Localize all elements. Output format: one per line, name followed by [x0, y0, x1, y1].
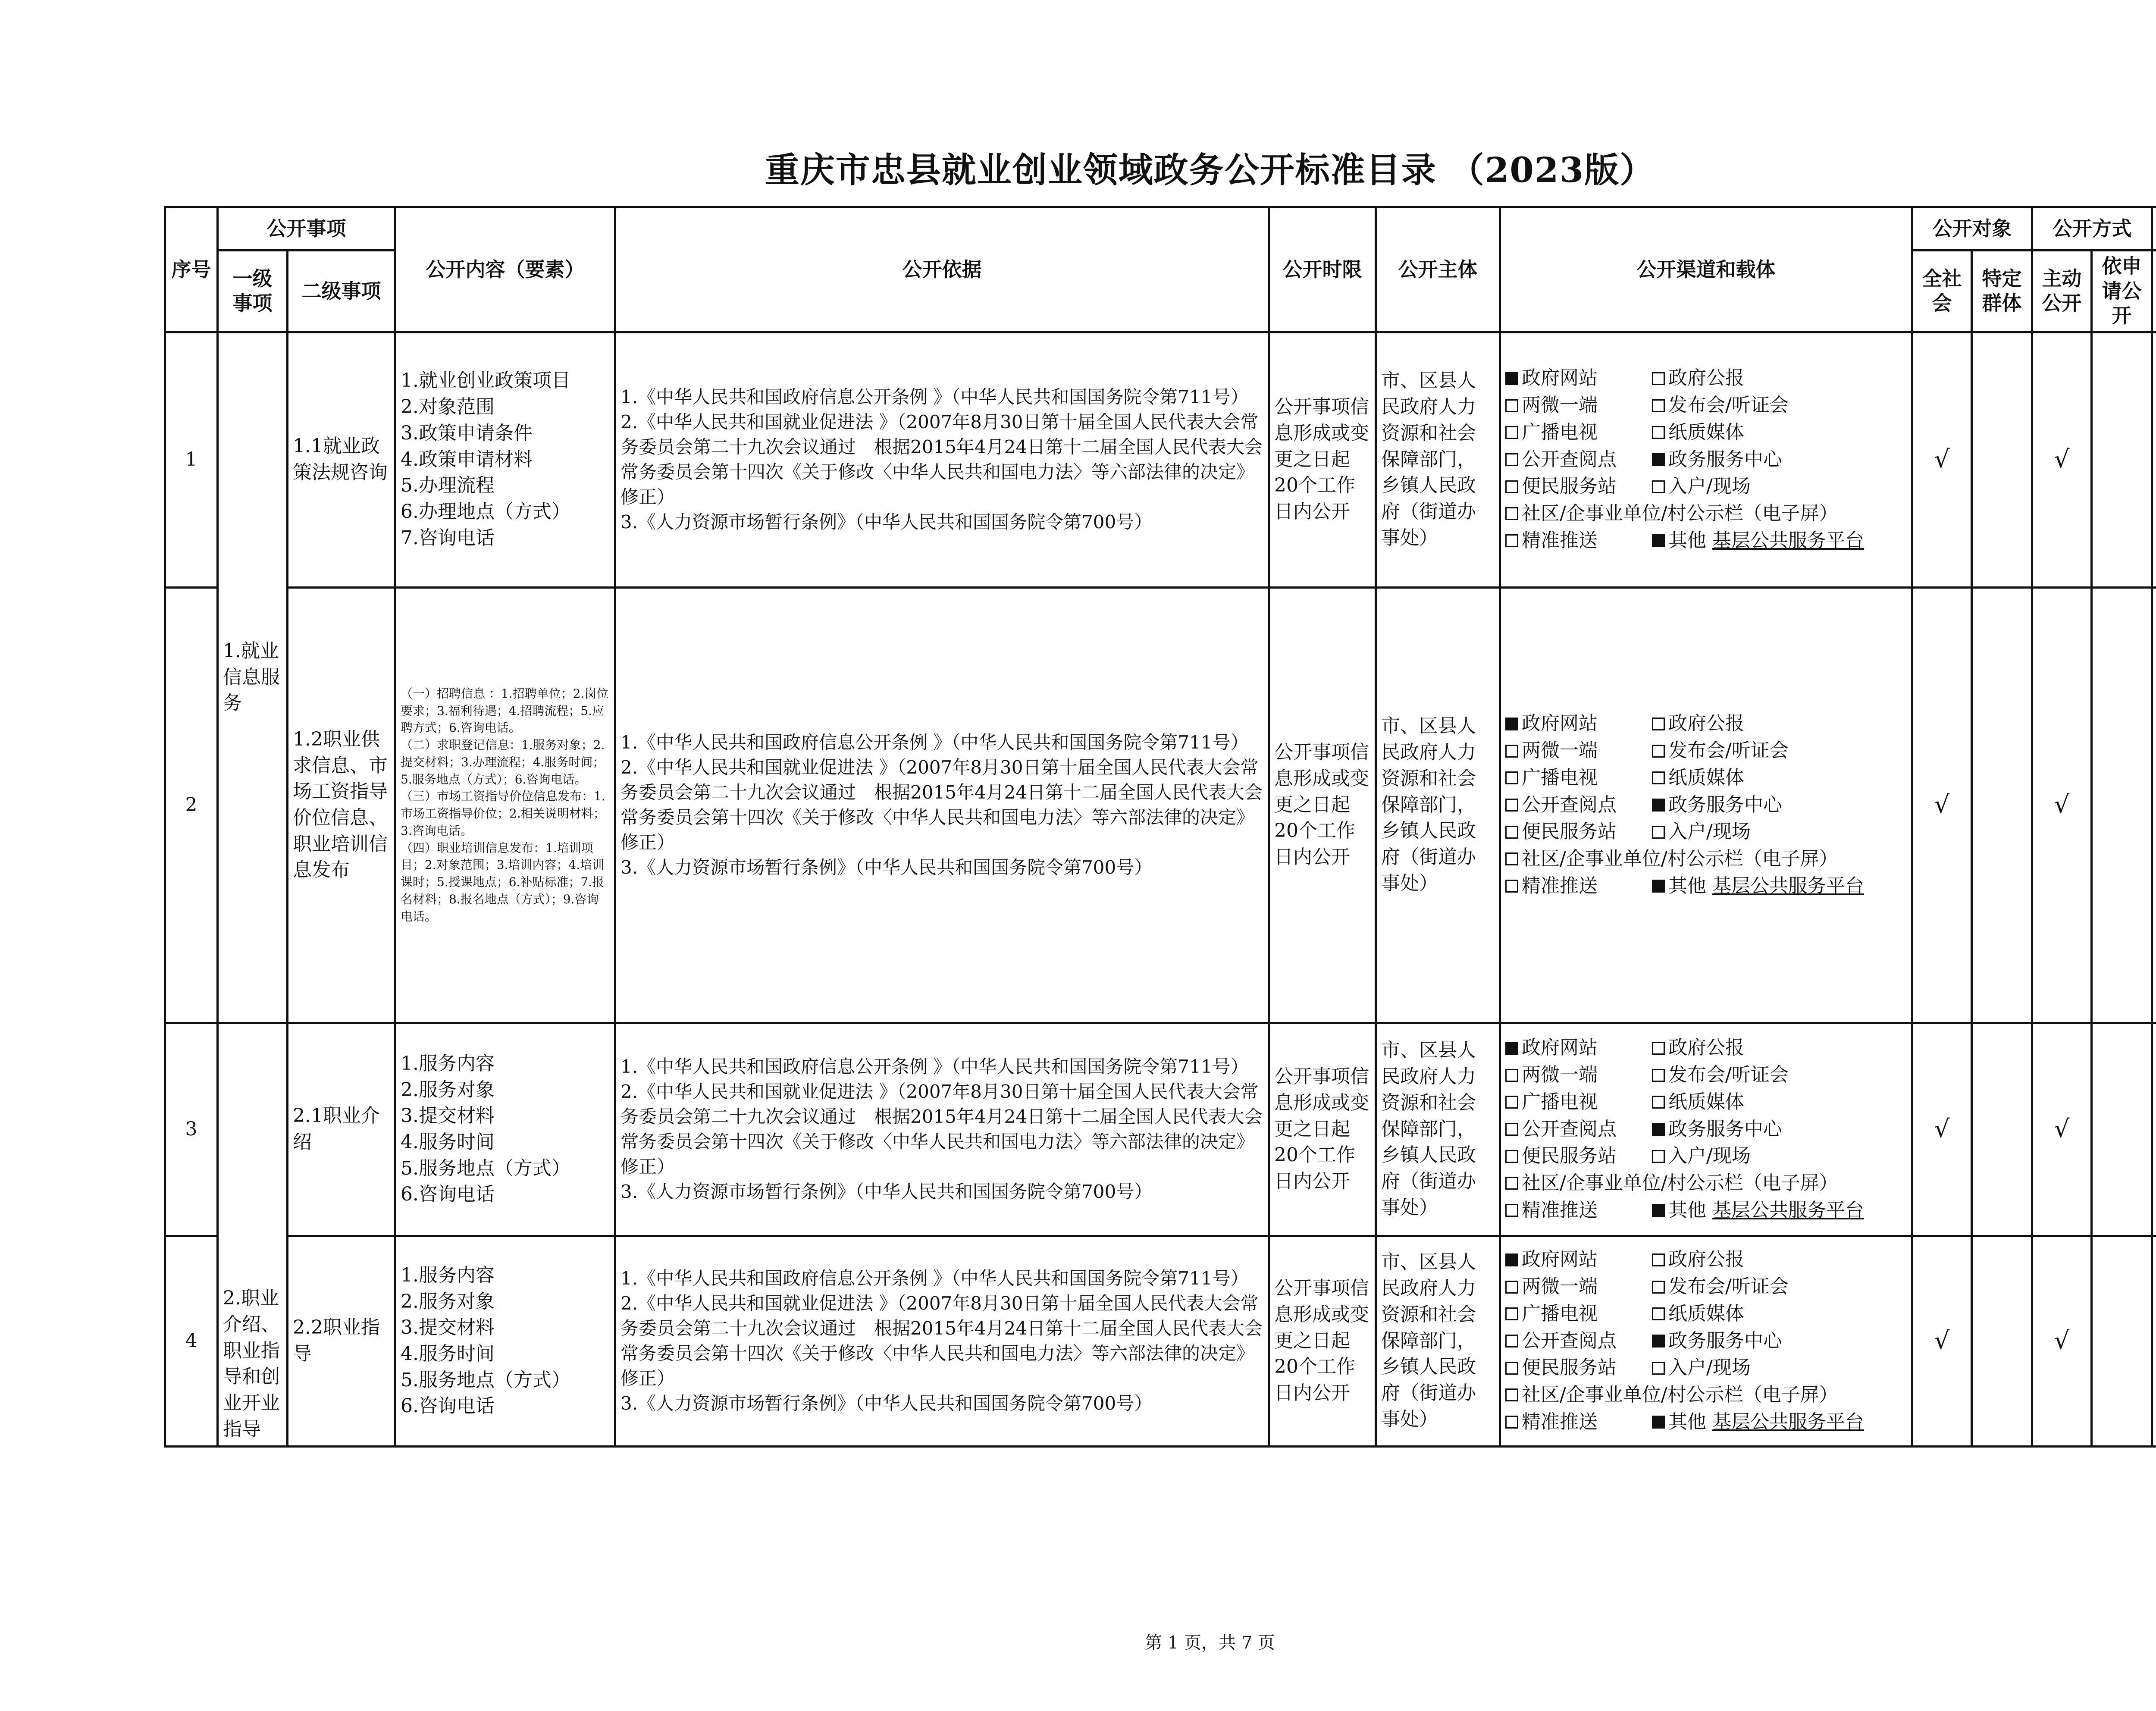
- basis-line: 2.《中华人民共和国就业促进法 》（2007年8月30日第十届全国人民代表大会常务委员会第二十九次会议通过 根据2015年4月24日第十二届全国人民代表大会常务委员会第十四次《关于修改〈中华人民共和国电力法〉等六部法律的决定》修正）: [620, 411, 1263, 508]
- channel-community: 社区/企事业单位/村公示栏（电子屏）: [1505, 846, 1907, 872]
- basis-cell: [615, 1236, 1269, 1446]
- checkbox-empty-icon: [1505, 771, 1518, 784]
- channel-convenience: 便民服务站: [1505, 819, 1652, 845]
- mode-active-mark: √: [2032, 587, 2092, 1023]
- channel-paper: 纸质媒体: [1652, 765, 1907, 791]
- checkbox-empty-icon: [1652, 1362, 1665, 1375]
- basis-line: 2.《中华人民共和国就业促进法 》（2007年8月30日第十届全国人民代表大会常务委员会第二十九次会议通过 根据2015年4月24日第十二届全国人民代表大会常务委员会第十四次《关于修改〈中华人民共和国电力法〉等六部法律的决定》修正）: [620, 1293, 1263, 1389]
- mode-active-mark: √: [2032, 1023, 2092, 1236]
- basis-line: 1.《中华人民共和国政府信息公开条例 》（中华人民共和国国务院令第711号）: [620, 1268, 1249, 1289]
- checkbox-empty-icon: [1505, 453, 1518, 466]
- channel-service-center: 政务服务中心: [1652, 1116, 1907, 1143]
- basis-cell: [615, 332, 1269, 587]
- content-line: 4.服务时间: [401, 1343, 495, 1365]
- content-line: 6.咨询电话: [401, 1395, 495, 1417]
- basis-line: 1.《中华人民共和国政府信息公开条例 》（中华人民共和国国务院令第711号）: [620, 1056, 1249, 1078]
- checkbox-checked-icon: [1652, 880, 1665, 893]
- mode-apply-mark: [2092, 332, 2152, 587]
- header-content: 公开内容（要素）: [395, 207, 615, 332]
- checkbox-empty-icon: [1505, 1069, 1518, 1082]
- checkbox-empty-icon: [1505, 745, 1518, 758]
- header-items: 公开事项: [218, 207, 395, 251]
- content-line: 1.服务内容: [401, 1052, 495, 1075]
- channel-cell: [1500, 587, 1912, 1023]
- channel-paper: 纸质媒体: [1652, 1089, 1907, 1116]
- checkbox-empty-icon: [1505, 1362, 1518, 1375]
- target-all-mark: √: [1912, 1023, 1972, 1236]
- checkbox-checked-icon: [1652, 453, 1665, 466]
- content-line: 5.办理流程: [401, 474, 495, 497]
- channel-broadcast: 广播电视: [1505, 1301, 1652, 1327]
- header-channel: 公开渠道和载体: [1500, 207, 1912, 332]
- channel-other: 其他 基层公共服务平台: [1652, 1409, 1907, 1435]
- channel-convenience: 便民服务站: [1505, 1143, 1652, 1169]
- channel-gov-site: 政府网站: [1505, 365, 1652, 392]
- basis-line: 3.《人力资源市场暂行条例》（中华人民共和国国务院令第700号）: [620, 856, 1153, 878]
- channel-precise: 精准推送: [1505, 1197, 1652, 1224]
- checkbox-empty-icon: [1505, 880, 1518, 893]
- level2-item: 2.2职业指导: [288, 1236, 395, 1446]
- checkbox-empty-icon: [1652, 399, 1665, 412]
- content-cell: [395, 1236, 615, 1446]
- checkbox-checked-icon: [1505, 372, 1518, 385]
- subject-cell: 市、区县人民政府人力资源和社会保障部门，乡镇人民政府（街道办事处）: [1376, 1236, 1500, 1446]
- checkbox-empty-icon: [1505, 534, 1518, 547]
- basis-line: 3.《人力资源市场暂行条例》（中华人民共和国国务院令第700号）: [620, 1181, 1153, 1202]
- channel-press: 发布会/听证会: [1652, 1274, 1907, 1300]
- header-target: 公开对象: [1912, 207, 2032, 251]
- content-line: 5.服务地点（方式）: [401, 1157, 570, 1179]
- basis-cell: [615, 1023, 1269, 1236]
- basis-line: 1.《中华人民共和国政府信息公开条例 》（中华人民共和国国务院令第711号）: [620, 386, 1249, 408]
- level-county-mark: [2152, 587, 2156, 1023]
- checkbox-empty-icon: [1505, 399, 1518, 412]
- channel-gov-site: 政府网站: [1505, 711, 1652, 737]
- channel-reading: 公开查阅点: [1505, 447, 1652, 473]
- channel-cell: [1500, 1023, 1912, 1236]
- content-line: 2.对象范围: [401, 396, 495, 418]
- level2-item: 2.1职业介绍: [288, 1023, 395, 1236]
- checkbox-empty-icon: [1652, 426, 1665, 439]
- other-value: 基层公共服务平台: [1712, 874, 1864, 897]
- content-line: 4.政策申请材料: [401, 448, 533, 470]
- checkbox-empty-icon: [1652, 771, 1665, 784]
- header-serial: 序号: [165, 207, 218, 332]
- channel-onsite: 入户/现场: [1652, 1355, 1907, 1381]
- channel-gov-site: 政府网站: [1505, 1247, 1652, 1273]
- mode-apply-mark: [2092, 587, 2152, 1023]
- checkbox-empty-icon: [1652, 372, 1665, 385]
- checkbox-empty-icon: [1652, 718, 1665, 730]
- target-all-mark: √: [1912, 587, 1972, 1023]
- checkbox-checked-icon: [1652, 1416, 1665, 1429]
- channel-gov-bulletin: 政府公报: [1652, 711, 1907, 737]
- target-group-mark: [1972, 1023, 2032, 1236]
- checkbox-empty-icon: [1652, 1150, 1665, 1163]
- channel-onsite: 入户/现场: [1652, 473, 1907, 500]
- content-line: （二）求职登记信息：1.服务对象；2.提交材料；3.办理流程；4.服务时间；5.服务地点（方式）；6.咨询电话。: [401, 738, 605, 787]
- checkbox-empty-icon: [1505, 1123, 1518, 1136]
- content-line: 3.提交材料: [401, 1105, 495, 1127]
- channel-two-wei: 两微一端: [1505, 392, 1652, 419]
- checkbox-empty-icon: [1505, 1177, 1518, 1190]
- basis-line: 2.《中华人民共和国就业促进法 》（2007年8月30日第十届全国人民代表大会常务委员会第二十九次会议通过 根据2015年4月24日第十二届全国人民代表大会常务委员会第十四次《关于修改〈中华人民共和国电力法〉等六部法律的决定》修正）: [620, 1081, 1263, 1177]
- channel-precise: 精准推送: [1505, 1409, 1652, 1435]
- channel-two-wei: 两微一端: [1505, 1274, 1652, 1300]
- subject-cell: 市、区县人民政府人力资源和社会保障部门，乡镇人民政府（街道办事处）: [1376, 1023, 1500, 1236]
- content-line: 3.政策申请条件: [401, 422, 533, 444]
- checkbox-empty-icon: [1505, 426, 1518, 439]
- checkbox-empty-icon: [1505, 1096, 1518, 1109]
- checkbox-empty-icon: [1505, 826, 1518, 839]
- channel-community: 社区/企事业单位/村公示栏（电子屏）: [1505, 501, 1907, 527]
- channel-cell: [1500, 332, 1912, 587]
- other-value: 基层公共服务平台: [1712, 1410, 1864, 1433]
- checkbox-checked-icon: [1505, 718, 1518, 730]
- checkbox-empty-icon: [1652, 1281, 1665, 1294]
- channel-community: 社区/企事业单位/村公示栏（电子屏）: [1505, 1382, 1907, 1408]
- content-cell: [395, 1023, 615, 1236]
- channel-broadcast: 广播电视: [1505, 765, 1652, 791]
- channel-two-wei: 两微一端: [1505, 738, 1652, 764]
- channel-press: 发布会/听证会: [1652, 738, 1907, 764]
- channel-other: 其他 基层公共服务平台: [1652, 1197, 1907, 1224]
- content-line: 2.服务对象: [401, 1078, 495, 1101]
- content-line: （三）市场工资指导价位信息发布：1.市场工资指导价位；2.相关说明材料；3.咨询电话。: [401, 789, 605, 838]
- basis-cell: [615, 587, 1269, 1023]
- header-basis: 公开依据: [615, 207, 1269, 332]
- header-subject: 公开主体: [1376, 207, 1500, 332]
- channel-onsite: 入户/现场: [1652, 819, 1907, 845]
- other-value: 基层公共服务平台: [1712, 1199, 1864, 1221]
- checkbox-empty-icon: [1505, 1204, 1518, 1217]
- level-county-mark: [2152, 332, 2156, 587]
- channel-convenience: 便民服务站: [1505, 473, 1652, 500]
- checkbox-empty-icon: [1505, 1281, 1518, 1294]
- channel-gov-bulletin: 政府公报: [1652, 1247, 1907, 1273]
- checkbox-empty-icon: [1505, 480, 1518, 493]
- content-line: 3.提交材料: [401, 1316, 495, 1339]
- header-level-county: [2152, 251, 2156, 332]
- basis-line: 2.《中华人民共和国就业促进法 》（2007年8月30日第十届全国人民代表大会常务委员会第二十九次会议通过 根据2015年4月24日第十二届全国人民代表大会常务委员会第十四次《关于修改〈中华人民共和国电力法〉等六部法律的决定》修正）: [620, 757, 1263, 853]
- checkbox-empty-icon: [1652, 1069, 1665, 1082]
- checkbox-empty-icon: [1652, 1042, 1665, 1055]
- channel-gov-bulletin: 政府公报: [1652, 1035, 1907, 1061]
- checkbox-checked-icon: [1652, 1123, 1665, 1136]
- header-deadline: 公开时限: [1269, 207, 1376, 332]
- channel-convenience: 便民服务站: [1505, 1355, 1652, 1381]
- level1-item: 1.就业信息服务: [218, 332, 288, 1023]
- header-target-group: 特定群体: [1972, 251, 2032, 332]
- table-row: [165, 1236, 2156, 1446]
- checkbox-empty-icon: [1652, 1253, 1665, 1266]
- channel-reading: 公开查阅点: [1505, 792, 1652, 818]
- level-county-mark: [2152, 1236, 2156, 1446]
- channel-service-center: 政务服务中心: [1652, 792, 1907, 818]
- channel-onsite: 入户/现场: [1652, 1143, 1907, 1169]
- checkbox-empty-icon: [1652, 745, 1665, 758]
- header-mode: 公开方式: [2032, 207, 2152, 251]
- target-group-mark: [1972, 587, 2032, 1023]
- channel-precise: 精准推送: [1505, 873, 1652, 899]
- row-serial: 4: [165, 1236, 218, 1446]
- channel-two-wei: 两微一端: [1505, 1062, 1652, 1088]
- row-serial: 1: [165, 332, 218, 587]
- channel-broadcast: 广播电视: [1505, 1089, 1652, 1116]
- content-line: （一）招聘信息 ：1.招聘单位；2.岗位要求；3.福利待遇；4.招聘流程；5.应聘方式；6.咨询电话。: [401, 686, 609, 735]
- subject-cell: 市、区县人民政府人力资源和社会保障部门，乡镇人民政府（街道办事处）: [1376, 587, 1500, 1023]
- checkbox-empty-icon: [1505, 799, 1518, 812]
- checkbox-empty-icon: [1652, 1096, 1665, 1109]
- mode-active-mark: √: [2032, 332, 2092, 587]
- level2-item: 1.1就业政策法规咨询: [288, 332, 395, 587]
- target-all-mark: √: [1912, 332, 1972, 587]
- channel-cell: [1500, 1236, 1912, 1446]
- target-group-mark: [1972, 332, 2032, 587]
- content-line: 1.服务内容: [401, 1264, 495, 1286]
- channel-other: 其他 基层公共服务平台: [1652, 873, 1907, 899]
- table-row: [165, 1023, 2156, 1236]
- channel-press: 发布会/听证会: [1652, 1062, 1907, 1088]
- channel-other: 其他 基层公共服务平台: [1652, 528, 1907, 554]
- subject-cell: 市、区县人民政府人力资源和社会保障部门，乡镇人民政府（街道办事处）: [1376, 332, 1500, 587]
- header-target-all: 全社会: [1912, 251, 1972, 332]
- table-row: [165, 587, 2156, 1023]
- content-line: （四）职业培训信息发布：1.培训项目；2.对象范围；3.培训内容；4.培训课时；5.授课地点；6.补贴标准；7.报名材料；8.报名地点（方式）；9.咨询电话。: [401, 840, 605, 924]
- target-all-mark: √: [1912, 1236, 1972, 1446]
- channel-service-center: 政务服务中心: [1652, 447, 1907, 473]
- channel-paper: 纸质媒体: [1652, 1301, 1907, 1327]
- channel-gov-site: 政府网站: [1505, 1035, 1652, 1061]
- header-mode-active: 主动公开: [2032, 251, 2092, 332]
- content-line: 7.咨询电话: [401, 526, 495, 549]
- deadline-cell: 公开事项信息形成或变更之日起20个工作日内公开: [1269, 1236, 1376, 1446]
- channel-reading: 公开查阅点: [1505, 1116, 1652, 1143]
- target-group-mark: [1972, 1236, 2032, 1446]
- checkbox-empty-icon: [1652, 826, 1665, 839]
- basis-line: 3.《人力资源市场暂行条例》（中华人民共和国国务院令第700号）: [620, 1392, 1153, 1414]
- deadline-cell: 公开事项信息形成或变更之日起20个工作日内公开: [1269, 587, 1376, 1023]
- content-line: 1.就业创业政策项目: [401, 370, 570, 392]
- header-level: [2152, 207, 2156, 251]
- level2-item: 1.2职业供求信息、市场工资指导价位信息、职业培训信息发布: [288, 587, 395, 1023]
- channel-gov-bulletin: 政府公报: [1652, 365, 1907, 392]
- deadline-cell: 公开事项信息形成或变更之日起20个工作日内公开: [1269, 1023, 1376, 1236]
- channel-community: 社区/企事业单位/村公示栏（电子屏）: [1505, 1170, 1907, 1197]
- level1-item: 2.职业介绍、职业指导和创业开业指导: [218, 1023, 288, 1446]
- checkbox-empty-icon: [1505, 852, 1518, 865]
- page-title: 重庆市忠县就业创业领域政务公开标准目录 （2023版）: [765, 150, 1655, 190]
- channel-precise: 精准推送: [1505, 528, 1652, 554]
- content-cell: [395, 332, 615, 587]
- page-footer: 第 1 页，共 7 页: [1145, 1633, 1275, 1653]
- other-value: 基层公共服务平台: [1712, 529, 1864, 552]
- row-serial: 2: [165, 587, 218, 1023]
- table-row: [165, 332, 2156, 587]
- checkbox-empty-icon: [1652, 480, 1665, 493]
- checkbox-checked-icon: [1505, 1253, 1518, 1266]
- header-level2: 二级事项: [288, 251, 395, 332]
- content-line: 6.办理地点（方式）: [401, 501, 570, 523]
- mode-active-mark: √: [2032, 1236, 2092, 1446]
- checkbox-empty-icon: [1505, 1150, 1518, 1163]
- checkbox-checked-icon: [1505, 1042, 1518, 1055]
- channel-service-center: 政务服务中心: [1652, 1328, 1907, 1354]
- checkbox-checked-icon: [1652, 1335, 1665, 1347]
- header-mode-apply: 依申请公开: [2092, 251, 2152, 332]
- header-level1: 一级事项: [218, 251, 288, 332]
- checkbox-checked-icon: [1652, 799, 1665, 812]
- level-county-mark: [2152, 1023, 2156, 1236]
- checkbox-empty-icon: [1505, 1335, 1518, 1347]
- content-cell: [395, 587, 615, 1023]
- channel-broadcast: 广播电视: [1505, 420, 1652, 446]
- channel-press: 发布会/听证会: [1652, 392, 1907, 419]
- basis-line: 1.《中华人民共和国政府信息公开条例 》（中华人民共和国国务院令第711号）: [620, 732, 1249, 753]
- content-line: 2.服务对象: [401, 1290, 495, 1313]
- checkbox-empty-icon: [1505, 1388, 1518, 1401]
- catalog-table: [164, 206, 2156, 1448]
- content-line: 6.咨询电话: [401, 1183, 495, 1206]
- mode-apply-mark: [2092, 1023, 2152, 1236]
- checkbox-empty-icon: [1505, 1307, 1518, 1320]
- checkbox-empty-icon: [1505, 1416, 1518, 1429]
- channel-reading: 公开查阅点: [1505, 1328, 1652, 1354]
- basis-line: 3.《人力资源市场暂行条例》（中华人民共和国国务院令第700号）: [620, 511, 1153, 533]
- row-serial: 3: [165, 1023, 218, 1236]
- checkbox-checked-icon: [1652, 534, 1665, 547]
- mode-apply-mark: [2092, 1236, 2152, 1446]
- checkbox-checked-icon: [1652, 1204, 1665, 1217]
- channel-paper: 纸质媒体: [1652, 420, 1907, 446]
- deadline-cell: 公开事项信息形成或变更之日起20个工作日内公开: [1269, 332, 1376, 587]
- checkbox-empty-icon: [1505, 507, 1518, 520]
- content-line: 4.服务时间: [401, 1131, 495, 1153]
- content-line: 5.服务地点（方式）: [401, 1369, 570, 1391]
- checkbox-empty-icon: [1652, 1307, 1665, 1320]
